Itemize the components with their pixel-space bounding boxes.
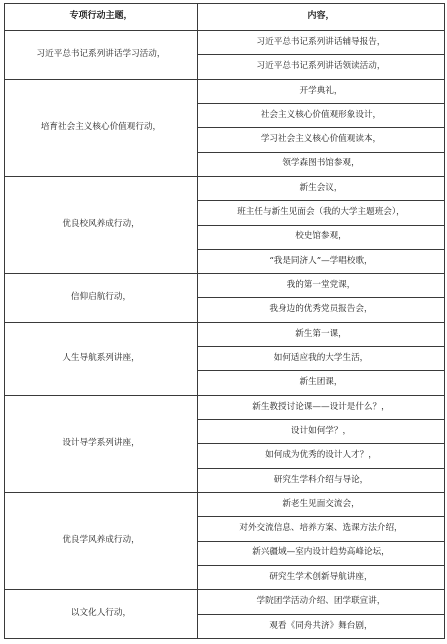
header-content: 内容， <box>198 4 445 31</box>
table-row <box>5 322 445 346</box>
activity-theme-cell: 设计导学系列讲座， <box>5 395 198 492</box>
activity-theme-cell: 以文化人行动， <box>5 590 198 639</box>
content-item-cell: 班主任与新生见面会（我的大学主题班会）， <box>198 201 445 225</box>
content-item-cell: 研究生学科介绍与导论， <box>198 468 445 492</box>
content-item-cell: 学习社会主义核心价值观读本， <box>198 128 445 152</box>
activity-theme-cell: 优良校风养成行动， <box>5 176 198 273</box>
content-item-cell: 我身边的优秀党员报告会， <box>198 298 445 322</box>
content-item-cell: 习近平总书记系列讲话辅导报告， <box>198 31 445 55</box>
activity-theme-cell: 培育社会主义核心价值观行动， <box>5 79 198 176</box>
table-body <box>5 31 445 639</box>
content-item-cell: 如何成为优秀的设计人才？， <box>198 444 445 468</box>
table-row <box>5 79 445 103</box>
content-item-cell: 学院团学活动介绍、团学联宣讲， <box>198 590 445 614</box>
content-item-cell: 习近平总书记系列讲话领读活动， <box>198 55 445 79</box>
content-item-cell: 如何适应我的大学生活， <box>198 347 445 371</box>
activity-theme-cell: 人生导航系列讲座， <box>5 322 198 395</box>
activity-theme-cell: 优良学风养成行动， <box>5 492 198 589</box>
content-item-cell: 开学典礼， <box>198 79 445 103</box>
content-item-cell: 新生第一课， <box>198 322 445 346</box>
content-item-cell: 校史馆参观， <box>198 225 445 249</box>
content-item-cell: 社会主义核心价值观形象设计， <box>198 103 445 127</box>
table-row <box>5 395 445 419</box>
header-row <box>5 4 445 31</box>
table-row <box>5 492 445 516</box>
content-item-cell: 新老生见面交流会， <box>198 492 445 516</box>
content-item-cell: 设计如何学？， <box>198 420 445 444</box>
content-item-cell: 我的第一堂党课， <box>198 274 445 298</box>
content-item-cell: 新生教授讨论课——设计是什么？， <box>198 395 445 419</box>
header-theme: 专项行动主题， <box>5 4 198 31</box>
content-item-cell: 领学森图书馆参观， <box>198 152 445 176</box>
content-item-cell: 新生会议， <box>198 176 445 200</box>
activity-theme-cell: 信仰启航行动， <box>5 274 198 323</box>
table-row <box>5 274 445 298</box>
activity-theme-cell: 习近平总书记系列讲话学习活动， <box>5 31 198 80</box>
content-item-cell: 观看《同舟共济》舞台剧， <box>198 614 445 639</box>
table-row <box>5 176 445 200</box>
content-item-cell: “我是同济人”—学唱校歌， <box>198 249 445 273</box>
table-row <box>5 31 445 55</box>
content-item-cell: 新兴疆域—室内设计趋势高峰论坛， <box>198 541 445 565</box>
content-item-cell: 对外交流信息、培养方案、选课方法介绍， <box>198 517 445 541</box>
content-item-cell: 新生团课， <box>198 371 445 395</box>
table-row <box>5 590 445 614</box>
activity-table <box>4 3 445 639</box>
content-item-cell: 研究生学术创新导航讲座， <box>198 565 445 589</box>
